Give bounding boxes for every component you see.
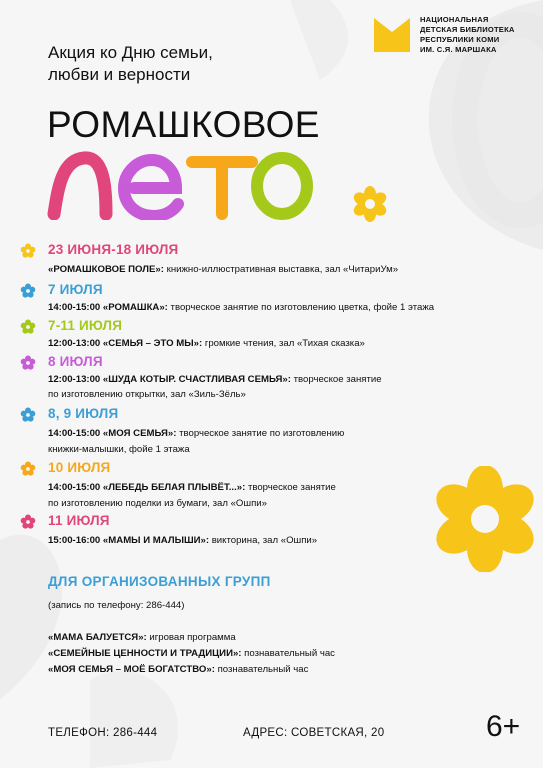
flower-bullet-icon bbox=[20, 355, 36, 371]
footer-address: АДРЕС: СОВЕТСКАЯ, 20 bbox=[243, 727, 385, 739]
event-date: 10 ИЮЛЯ bbox=[48, 460, 111, 475]
flower-icon bbox=[352, 186, 388, 222]
event-date: 8, 9 ИЮЛЯ bbox=[48, 406, 119, 421]
event-title: 14:00-15:00 «ЛЕБЕДЬ БЕЛАЯ ПЛЫВЁТ...»: bbox=[48, 482, 246, 493]
event-details: книжно-иллюстративная выставка, зал «ЧитариУм» bbox=[163, 264, 399, 275]
program-type: познавательный час bbox=[241, 648, 335, 659]
library-name-line: ДЕТСКАЯ БИБЛИОТЕКА bbox=[420, 25, 515, 34]
groups-note: (запись по телефону: 286-444) bbox=[48, 600, 185, 611]
library-logo-icon bbox=[372, 14, 412, 54]
event-date: 7-11 ИЮЛЯ bbox=[48, 318, 123, 333]
event-details: творческое занятие по изготовлению bbox=[176, 428, 345, 439]
event-details: творческое занятие bbox=[290, 374, 382, 385]
library-name-line: РЕСПУБЛИКИ КОМИ bbox=[420, 35, 500, 44]
event-date: 11 ИЮЛЯ bbox=[48, 513, 110, 528]
subtitle-line-1: Акция ко Дню семьи, bbox=[48, 43, 213, 62]
program-title: «МАМА БАЛУЕТСЯ»: bbox=[48, 632, 147, 643]
library-name-line: ИМ. С.Я. МАРШАКА bbox=[420, 45, 497, 54]
event-title: 12:00-13:00 «СЕМЬЯ – ЭТО МЫ»: bbox=[48, 338, 203, 349]
event-description-continued: книжки-малышки, фойе 1 этажа bbox=[48, 444, 190, 455]
program-title: «МОЯ СЕМЬЯ – МОЁ БОГАТСТВО»: bbox=[48, 664, 215, 675]
large-flower-icon bbox=[432, 466, 538, 572]
event-description bbox=[48, 264, 398, 275]
event-description-continued: по изготовлению открытки, зал «Зиль-Зёль» bbox=[48, 389, 246, 400]
program-title: «СЕМЕЙНЫЕ ЦЕННОСТИ И ТРАДИЦИИ»: bbox=[48, 648, 242, 659]
event-description-continued: по изготовлению поделки из бумаги, зал «Ошпи» bbox=[48, 498, 267, 509]
event-title: «РОМАШКОВОЕ ПОЛЕ»: bbox=[48, 264, 164, 275]
program-item bbox=[48, 648, 335, 659]
page-title: РОМАШКОВОЕ bbox=[47, 104, 320, 145]
event-description bbox=[48, 338, 365, 349]
flower-bullet-icon bbox=[20, 407, 36, 423]
event-description bbox=[48, 302, 434, 313]
title-word-lettering bbox=[44, 148, 314, 220]
library-name bbox=[420, 15, 515, 55]
event-details: творческое занятие bbox=[245, 482, 336, 493]
subtitle-line-2: любви и верности bbox=[48, 65, 191, 84]
event-description bbox=[48, 482, 336, 493]
event-date: 7 ИЮЛЯ bbox=[48, 282, 103, 297]
event-details: громкие чтения, зал «Тихая сказка» bbox=[202, 338, 365, 349]
event-description bbox=[48, 535, 317, 546]
subtitle bbox=[48, 42, 213, 86]
event-details: творческое занятие по изготовлению цветка, фойе 1 этажа bbox=[167, 302, 435, 313]
program-item bbox=[48, 632, 236, 643]
program-item bbox=[48, 664, 308, 675]
event-description bbox=[48, 428, 344, 439]
event-title: 15:00-16:00 «МАМЫ И МАЛЫШИ»: bbox=[48, 535, 210, 546]
groups-heading: ДЛЯ ОРГАНИЗОВАННЫХ ГРУПП bbox=[48, 574, 271, 589]
event-title: 14:00-15:00 «РОМАШКА»: bbox=[48, 302, 168, 313]
event-description bbox=[48, 374, 382, 385]
flower-bullet-icon bbox=[20, 283, 36, 299]
event-title: 14:00-15:00 «МОЯ СЕМЬЯ»: bbox=[48, 428, 177, 439]
flower-bullet-icon bbox=[20, 514, 36, 530]
footer-phone: ТЕЛЕФОН: 286-444 bbox=[48, 727, 158, 739]
flower-bullet-icon bbox=[20, 461, 36, 477]
event-title: 12:00-13:00 «ШУДА КОТЫР. СЧАСТЛИВАЯ СЕМЬЯ»: bbox=[48, 374, 291, 385]
flower-bullet-icon bbox=[20, 243, 36, 259]
event-details: викторина, зал «Ошпи» bbox=[209, 535, 318, 546]
event-date: 23 ИЮНЯ-18 ИЮЛЯ bbox=[48, 242, 179, 257]
library-name-line: НАЦИОНАЛЬНАЯ bbox=[420, 15, 489, 24]
event-date: 8 ИЮЛЯ bbox=[48, 354, 103, 369]
program-type: игровая программа bbox=[146, 632, 236, 643]
flower-bullet-icon bbox=[20, 319, 36, 335]
program-type: познавательный час bbox=[214, 664, 309, 675]
age-rating: 6+ bbox=[486, 710, 521, 743]
